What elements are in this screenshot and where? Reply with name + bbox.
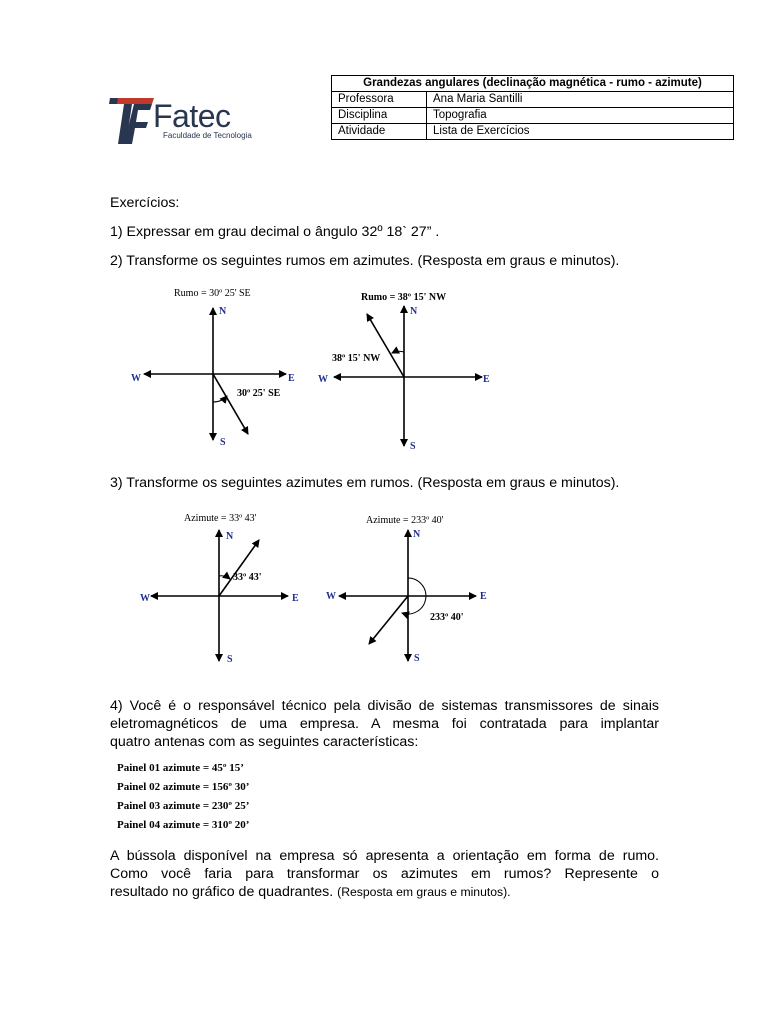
table-row bbox=[332, 108, 734, 124]
row-value-atividade: Lista de Exercícios bbox=[427, 124, 734, 140]
north-label: N bbox=[219, 306, 227, 317]
closing-line-2: Como você faria para transformar os azimutes em rumos? Represente o bbox=[110, 866, 659, 882]
north-label: N bbox=[413, 529, 421, 540]
table-row bbox=[332, 124, 734, 140]
row-label-disciplina: Disciplina bbox=[332, 108, 427, 124]
figure-azimute-33 bbox=[138, 508, 308, 668]
figure-rumo-nw bbox=[316, 286, 496, 454]
south-label: S bbox=[410, 441, 416, 452]
angle-label: 38º 15' NW bbox=[332, 353, 381, 364]
east-label: E bbox=[292, 593, 299, 604]
table-title-row bbox=[332, 76, 734, 92]
question-1: 1) Expressar em grau decimal o ângulo 32º 18` 27” . bbox=[110, 224, 440, 240]
west-label: W bbox=[318, 374, 328, 385]
south-label: S bbox=[220, 437, 226, 448]
figure-caption: Rumo = 38º 15' NW bbox=[361, 292, 447, 303]
question-4-line-1: 4) Você é o responsável técnico pela divisão de sistemas transmissores de sinais bbox=[110, 698, 659, 714]
row-label-professora: Professora bbox=[332, 92, 427, 108]
logo-tagline: Faculdade de Tecnologia bbox=[163, 131, 252, 140]
west-label: W bbox=[131, 373, 141, 384]
north-label: N bbox=[226, 531, 234, 542]
painel-01: Painel 01 azimute = 45º 15’ bbox=[117, 762, 244, 774]
logo-wordmark: Fatec bbox=[153, 98, 231, 134]
figure-caption: Azimute = 33º 43' bbox=[184, 513, 257, 524]
row-value-professora: Ana Maria Santilli bbox=[427, 92, 734, 108]
figure-rumo-se bbox=[130, 284, 300, 450]
course-info-table bbox=[331, 75, 734, 140]
east-label: E bbox=[483, 374, 490, 385]
closing-line-3 bbox=[110, 884, 659, 901]
closing-line-3-main: resultado no gráfico de quadrantes. bbox=[110, 884, 338, 900]
fatec-emblem-icon bbox=[108, 92, 156, 148]
table-row bbox=[332, 92, 734, 108]
figure-caption: Azimute = 233º 40' bbox=[366, 515, 444, 526]
question-4-line-2: eletromagnéticos de uma empresa. A mesma foi contratada para implantar bbox=[110, 716, 659, 732]
painel-03: Painel 03 azimute = 230º 25’ bbox=[117, 800, 250, 812]
angle-label: 233º 40' bbox=[430, 612, 464, 623]
figure-azimute-233 bbox=[324, 510, 494, 668]
south-label: S bbox=[414, 653, 420, 664]
west-label: W bbox=[326, 591, 336, 602]
figure-caption: Rumo = 30º 25' SE bbox=[174, 288, 251, 299]
table-title: Grandezas angulares (declinação magnética - rumo - azimute) bbox=[332, 76, 734, 92]
west-label: W bbox=[140, 593, 150, 604]
north-label: N bbox=[410, 306, 418, 317]
closing-line-1: A bússola disponível na empresa só apresenta a orientação em forma de rumo. bbox=[110, 848, 659, 864]
question-3: 3) Transforme os seguintes azimutes em rumos. (Resposta em graus e minutos). bbox=[110, 475, 620, 491]
angle-label: 30º 25' SE bbox=[237, 388, 281, 399]
east-label: E bbox=[480, 591, 487, 602]
row-value-disciplina: Topografia bbox=[427, 108, 734, 124]
question-4-line-3: quatro antenas com as seguintes características: bbox=[110, 734, 419, 750]
painel-04: Painel 04 azimute = 310º 20’ bbox=[117, 819, 250, 831]
angle-label: 33º 43' bbox=[233, 572, 262, 583]
row-label-atividade: Atividade bbox=[332, 124, 427, 140]
painel-02: Painel 02 azimute = 156º 30’ bbox=[117, 781, 250, 793]
south-label: S bbox=[227, 654, 233, 665]
question-2: 2) Transforme os seguintes rumos em azimutes. (Resposta em graus e minutos). bbox=[110, 253, 620, 269]
fatec-logo bbox=[108, 92, 268, 148]
closing-line-3-note: (Resposta em graus e minutos). bbox=[337, 885, 511, 899]
exercises-heading: Exercícios: bbox=[110, 195, 180, 211]
east-label: E bbox=[288, 373, 295, 384]
